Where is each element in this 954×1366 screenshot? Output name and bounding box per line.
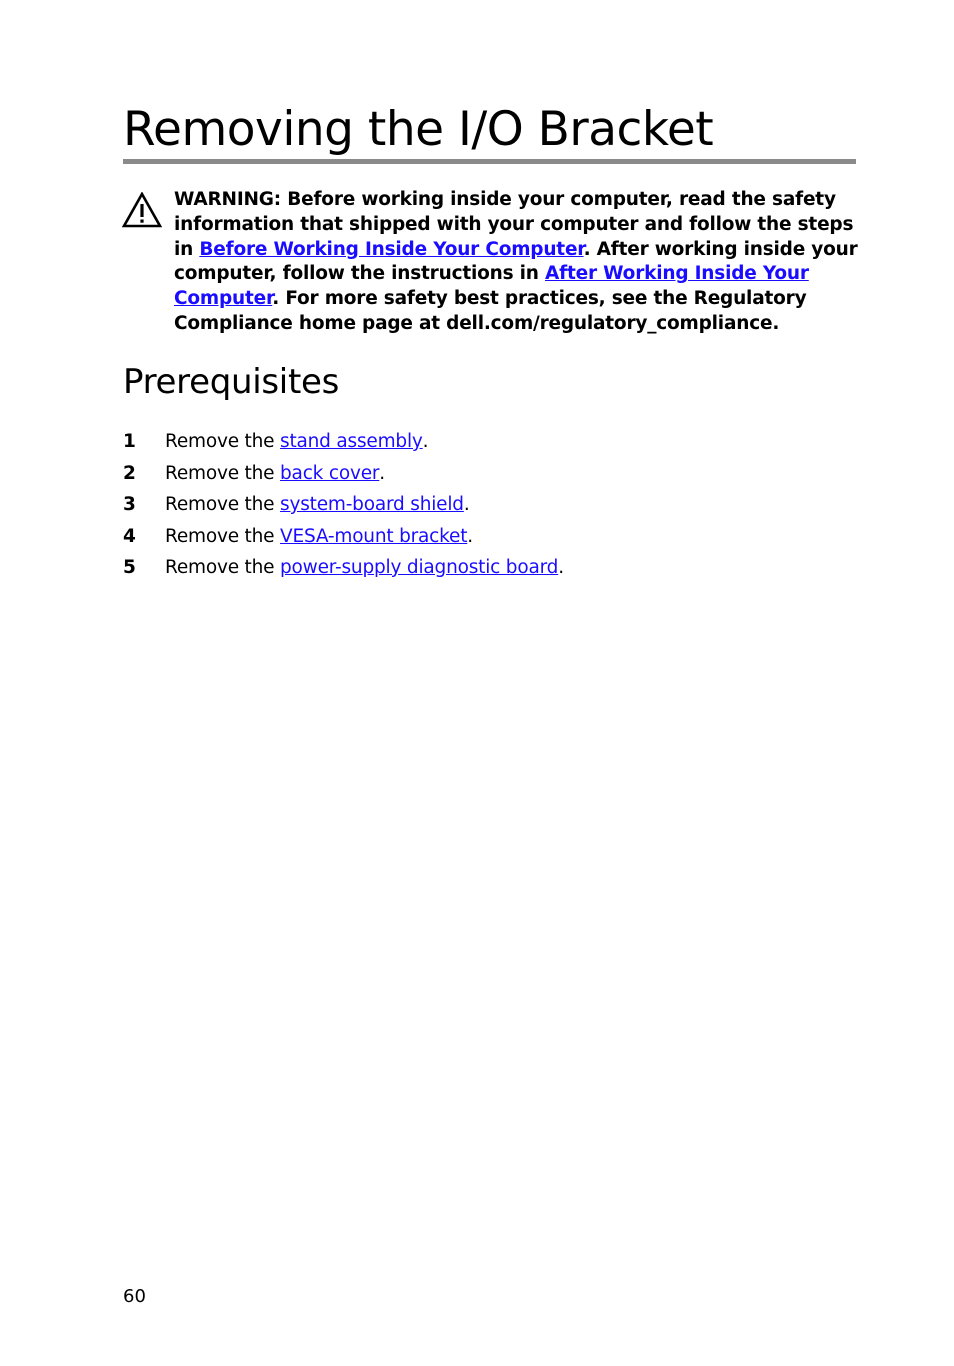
prerequisites-list xyxy=(123,426,564,584)
warning-text-part: . After working inside your computer, follow the instructions in xyxy=(174,238,858,285)
before-working-inside-link[interactable]: Before Working Inside Your Computer xyxy=(199,238,584,260)
step-suffix: . xyxy=(422,431,429,452)
list-item xyxy=(123,521,564,553)
title-divider xyxy=(123,159,856,164)
power-supply-diagnostic-board-link[interactable]: power-supply diagnostic board xyxy=(280,557,559,578)
page-title: Removing the I/O Bracket xyxy=(123,102,714,157)
step-prefix: Remove the xyxy=(165,494,275,515)
warning-text-part: . For more safety best practices, see the Regulatory Compliance home page at dell.com/regulatory_compliance. xyxy=(174,288,807,334)
list-item xyxy=(123,426,564,458)
step-number: 5 xyxy=(123,557,136,578)
prerequisites-heading: Prerequisites xyxy=(123,362,340,402)
list-item xyxy=(123,458,564,490)
step-suffix: . xyxy=(379,462,385,484)
back-cover-link[interactable]: back cover xyxy=(280,462,380,484)
list-item xyxy=(123,489,564,521)
vesa-mount-bracket-link[interactable]: VESA-mount bracket xyxy=(280,525,468,547)
step-number: 2 xyxy=(123,462,136,484)
step-suffix: . xyxy=(558,557,564,578)
after-working-inside-link[interactable]: After Working Inside Your Computer xyxy=(174,263,809,310)
step-prefix: Remove the xyxy=(165,431,275,452)
list-item xyxy=(123,552,564,584)
warning-triangle-icon xyxy=(122,192,162,228)
step-prefix: Remove the xyxy=(165,557,275,578)
warning-text-part: WARNING: Before working inside your computer, read the safety information that shipped with your computer and follow the steps in xyxy=(174,189,854,260)
step-number: 3 xyxy=(123,494,136,515)
stand-assembly-link[interactable]: stand assembly xyxy=(280,431,423,452)
step-number: 4 xyxy=(123,525,136,547)
step-suffix: . xyxy=(467,525,473,547)
step-number: 1 xyxy=(123,431,136,452)
page-number: 60 xyxy=(123,1286,146,1307)
system-board-shield-link[interactable]: system-board shield xyxy=(280,494,464,515)
step-prefix: Remove the xyxy=(165,462,275,484)
step-prefix: Remove the xyxy=(165,525,275,547)
warning-text xyxy=(174,188,864,337)
step-suffix: . xyxy=(463,494,470,515)
